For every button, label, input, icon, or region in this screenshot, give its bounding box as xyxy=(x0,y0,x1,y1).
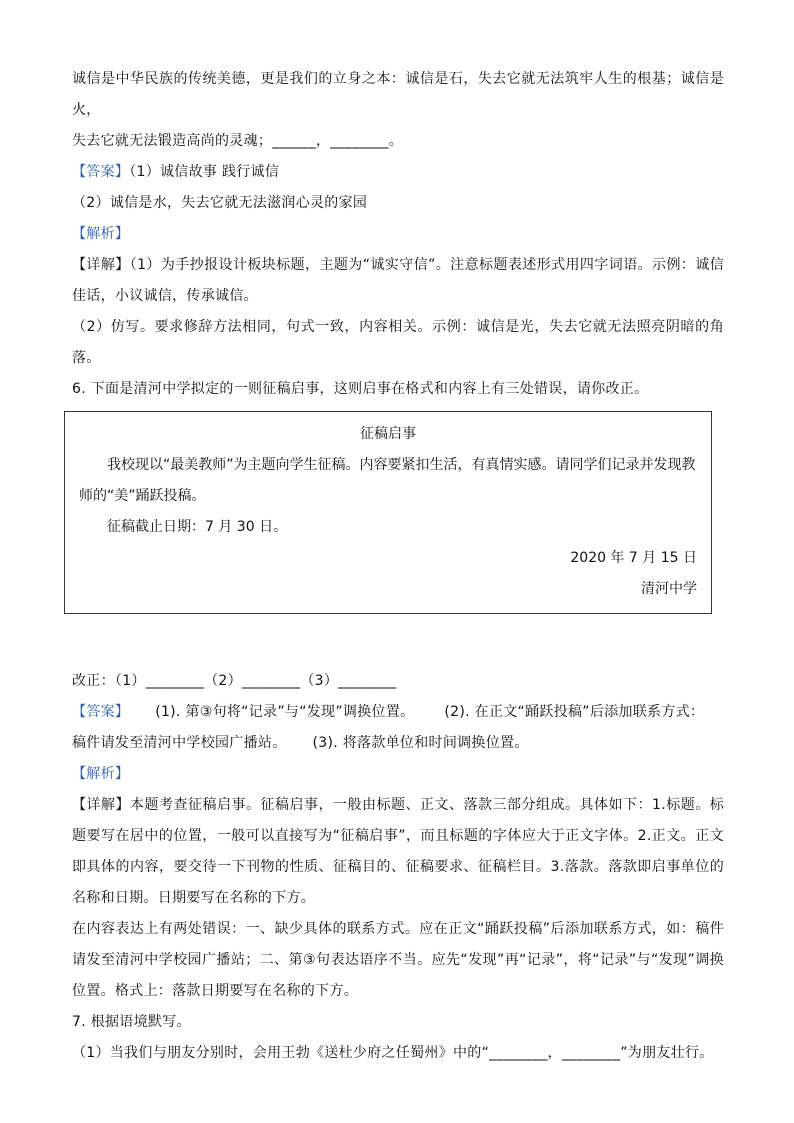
notice-deadline: 征稿截止日期：7 月 30 日。 xyxy=(107,519,288,535)
notice-date: 2020 年 7 月 15 日 xyxy=(570,550,697,566)
q5-detail-1-text: （1）为手抄报设计板块标题，主题为“诚实守信”。注意标题表述形式用四字词语。示例：诚信佳话，小议诚信，传承诚信。 xyxy=(72,257,725,304)
analysis-tag: 【解析】 xyxy=(72,226,130,242)
q5-stem-line2: 失去它就无法锻造高尚的灵魂；______，________。 xyxy=(72,133,403,149)
notice-org: 清河中学 xyxy=(641,581,697,597)
spacer xyxy=(72,614,724,666)
q6-answer-text-1: (1). 第③句将“记录”与“发现”调换位置。 xyxy=(155,704,415,720)
q5-answer-2: （2）诚信是水，失去它就无法滋润心灵的家园 xyxy=(72,195,368,211)
notice-title: 征稿启事 xyxy=(360,426,416,442)
notice-body: 我校现以“最美教师”为主题向学生征稿。内容要紧扣生活，有真情实感。请同学们记录并发现教师的“美”踊跃投稿。 xyxy=(79,457,696,504)
q5-answer xyxy=(72,157,724,188)
q7-item-1: （1）当我们与朋友分别时，会用王勃《送杜少府之任蜀州》中的“________，________”为朋友壮行。 xyxy=(72,1045,714,1061)
detail-tag: 【详解】 xyxy=(72,797,131,813)
q6-answer-line2 xyxy=(72,728,724,759)
q6-detail-2: 在内容表达上有两处错误：一、缺少具体的联系方式。应在正文“踊跃投稿”后添加联系方式，如：稿件请发至清河中学校园广播站；二、第③句表达语序不当。应先“发现”再“记录”，将“记录”与“发现”调换位置。格式上：落款日期要写在名称的下方。 xyxy=(72,921,724,999)
q6-stem: 6. 下面是清河中学拟定的一则征稿启事，这则启事在格式和内容上有三处错误，请你改正。 xyxy=(72,381,649,397)
document-page xyxy=(72,64,724,1069)
answer-tag: 【答案】 xyxy=(72,164,130,180)
q5-stem-line1: 诚信是中华民族的传统美德，更是我们的立身之本：诚信是石，失去它就无法筑牢人生的根基；诚信是火， xyxy=(72,71,724,118)
q6-answer-text-3: 稿件请发至清河中学校园广播站。 xyxy=(72,735,287,751)
q6-fix-line: 改正：（1）________（2）________（3）________ xyxy=(72,673,397,689)
q5-detail-1 xyxy=(72,250,724,312)
q6-answer-text-4: (3). 将落款单位和时间调换位置。 xyxy=(312,735,529,751)
q6-detail-1 xyxy=(72,790,724,914)
q7-stem: 7. 根据语境默写。 xyxy=(72,1014,191,1030)
q6-detail-1-text: 本题考查征稿启事。征稿启事，一般由标题、正文、落款三部分组成。具体如下：1.标题。标题要写在居中的位置，一般可以直接写为“征稿启事”，而且标题的字体应大于正文字体。2.正文。正文即具体的内容，要交待一下刊物的性质、征稿目的、征稿要求、征稿栏目。3.落款。落款即启事单位的名称和日期。日期要写在名称的下方。 xyxy=(72,797,724,906)
analysis-tag: 【解析】 xyxy=(72,766,130,782)
notice-box xyxy=(64,411,712,614)
answer-tag: 【答案】 xyxy=(72,704,130,720)
detail-tag: 【详解】 xyxy=(72,257,130,273)
q5-detail-2: （2）仿写。要求修辞方法相同，句式一致，内容相关。示例：诚信是光，失去它就无法照亮阴暗的角落。 xyxy=(72,319,724,366)
q6-answer-text-2: (2). 在正文“踊跃投稿”后添加联系方式： xyxy=(444,704,705,720)
q6-answer-line1 xyxy=(72,697,724,728)
q5-answer-1: （1）诚信故事 践行诚信 xyxy=(129,164,280,180)
